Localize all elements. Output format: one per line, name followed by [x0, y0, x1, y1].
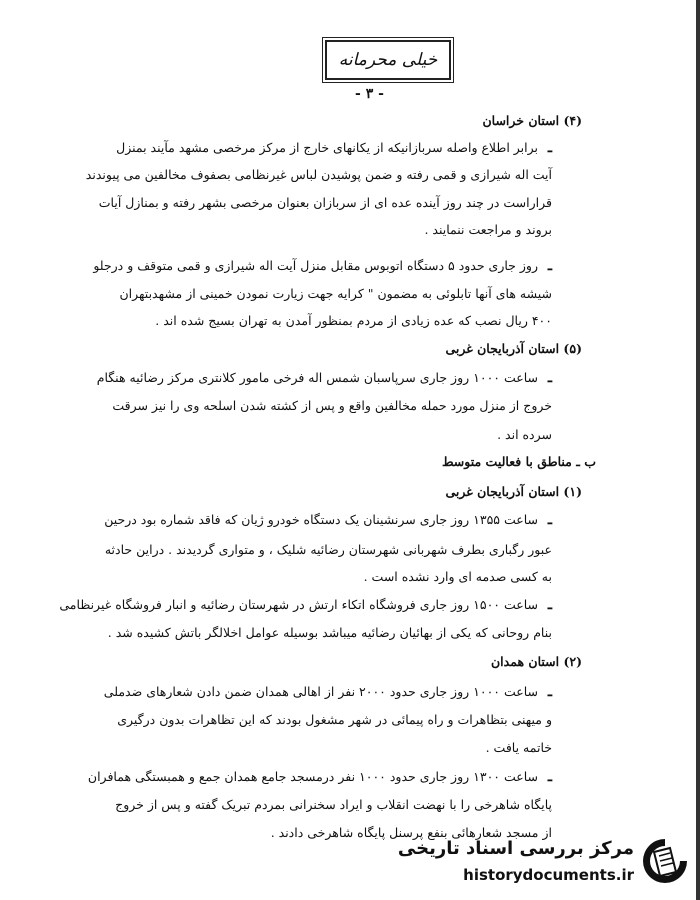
bullet-dash: ـ — [547, 684, 552, 700]
paragraph-line: بنام روحانی که یکی از بهائیان رضائیه میباشد بوسیله عوامل اخلالگر باتش کشیده شد . — [107, 625, 552, 640]
paragraph-line: خروج از منزل مورد حمله مخالفین واقع و پس از کشته شدن اسلحه وی را نیز سرقت — [112, 398, 552, 413]
bullet-dash: ـ — [547, 258, 552, 274]
page-number: - ۳ - — [355, 86, 384, 102]
paragraph-line: از مسجد شعارهائی بنفع پرسنل پایگاه شاهرخی دادند . — [270, 825, 552, 840]
paragraph-line: پایگاه شاهرخی را با نهضت انقلاب و ایراد سخنرانی بمردم تبریک گفته و پس از خروج — [115, 797, 552, 812]
paragraph-line: ساعت ۱۳۵۵ روز جاری سرنشینان یک دستگاه خودرو ژیان که فاقد شماره بود درحین — [104, 512, 538, 527]
bullet-dash: ـ — [547, 370, 552, 386]
bullet-dash: ـ — [547, 140, 552, 156]
watermark — [397, 828, 696, 892]
page-edge-shadow — [696, 0, 700, 900]
paragraph-line: خاتمه یافت . — [485, 740, 552, 755]
paragraph-line: سرده اند . — [497, 427, 552, 442]
paragraph-line: ساعت ۱۳۰۰ روز جاری حدود ۱۰۰۰ نفر درمسجد جامع همدان جمع و همبستگی همافران — [87, 769, 538, 784]
paragraph-line: ۴۰۰ ریال نصب که عده زیادی از مردم بمنظور آمدن به تهران بسیج شده اند . — [155, 313, 552, 328]
watermark-url: historydocuments.ir — [463, 866, 634, 884]
paragraph-line: قراراست در چند روز آینده عده ای از سربازان بعنوان مرخصی بشهر رفته و بمنازل آیات — [98, 195, 552, 210]
section-heading: (۵) استان آذربایجان غربی — [445, 341, 582, 356]
paragraph-line: بروند و مراجعت ننمایند . — [424, 222, 552, 237]
section-heading: (۴) استان خراسان — [482, 113, 582, 128]
paragraph-line: و میهنی بتظاهرات و راه پیمائی در شهر مشغول بودند که این تظاهرات بدون درگیری — [117, 712, 552, 727]
paragraph-line: برابر اطلاع واصله سربازانیکه از یکانهای خارج از مرکز مرخصی مشهد مآیند بمنزل — [116, 140, 538, 155]
archive-logo-icon — [640, 836, 690, 886]
classification-stamp: خیلی محرمانه — [325, 40, 451, 80]
paragraph-line: به کسی صدمه ای وارد نشده است . — [363, 569, 552, 584]
bullet-dash: ـ — [547, 597, 552, 613]
paragraph-line: شیشه های آنها تابلوئی به مضمون " کرایه جهت زیارت نمودن خمینی از مشهدبتهران — [119, 286, 552, 301]
paragraph-line: ساعت ۱۰۰۰ روز جاری حدود ۲۰۰۰ نفر از اهالی همدان ضمن دادن شعارهای ضدملی — [103, 684, 538, 699]
bullet-dash: ـ — [547, 512, 552, 528]
paragraph-line: ساعت ۱۰۰۰ روز جاری سرپاسبان شمس اله فرخی مامور کلانتری مرکز رضائیه هنگام — [96, 370, 538, 385]
section-heading: (۲) استان همدان — [491, 654, 582, 669]
section-heading: (۱) استان آذربایجان غربی — [445, 484, 582, 499]
paragraph-line: روز جاری حدود ۵ دستگاه اتوبوس مقابل منزل آیت اله شیرازی و قمی متوقف و درجلو — [93, 258, 538, 273]
part-heading: ب ـ مناطق با فعالیت متوسط — [441, 454, 596, 469]
paragraph-line: ساعت ۱۵۰۰ روز جاری فروشگاه اتکاء ارتش در شهرستان رضائیه و انبار فروشگاه غیرنظامی — [59, 597, 538, 612]
bullet-dash: ـ — [547, 769, 552, 785]
paragraph-line: آیت اله شیرازی و قمی رفته و ضمن پوشیدن لباس غیرنظامی بصفوف مخالفین می پیوندند — [85, 167, 552, 182]
watermark-title: مرکز بررسی اسناد تاریخی — [397, 838, 634, 859]
paragraph-line: عبور رگباری بطرف شهربانی شهرستان رضائیه شلیک ، و متواری گردیدند . دراین حادثه — [104, 542, 552, 557]
